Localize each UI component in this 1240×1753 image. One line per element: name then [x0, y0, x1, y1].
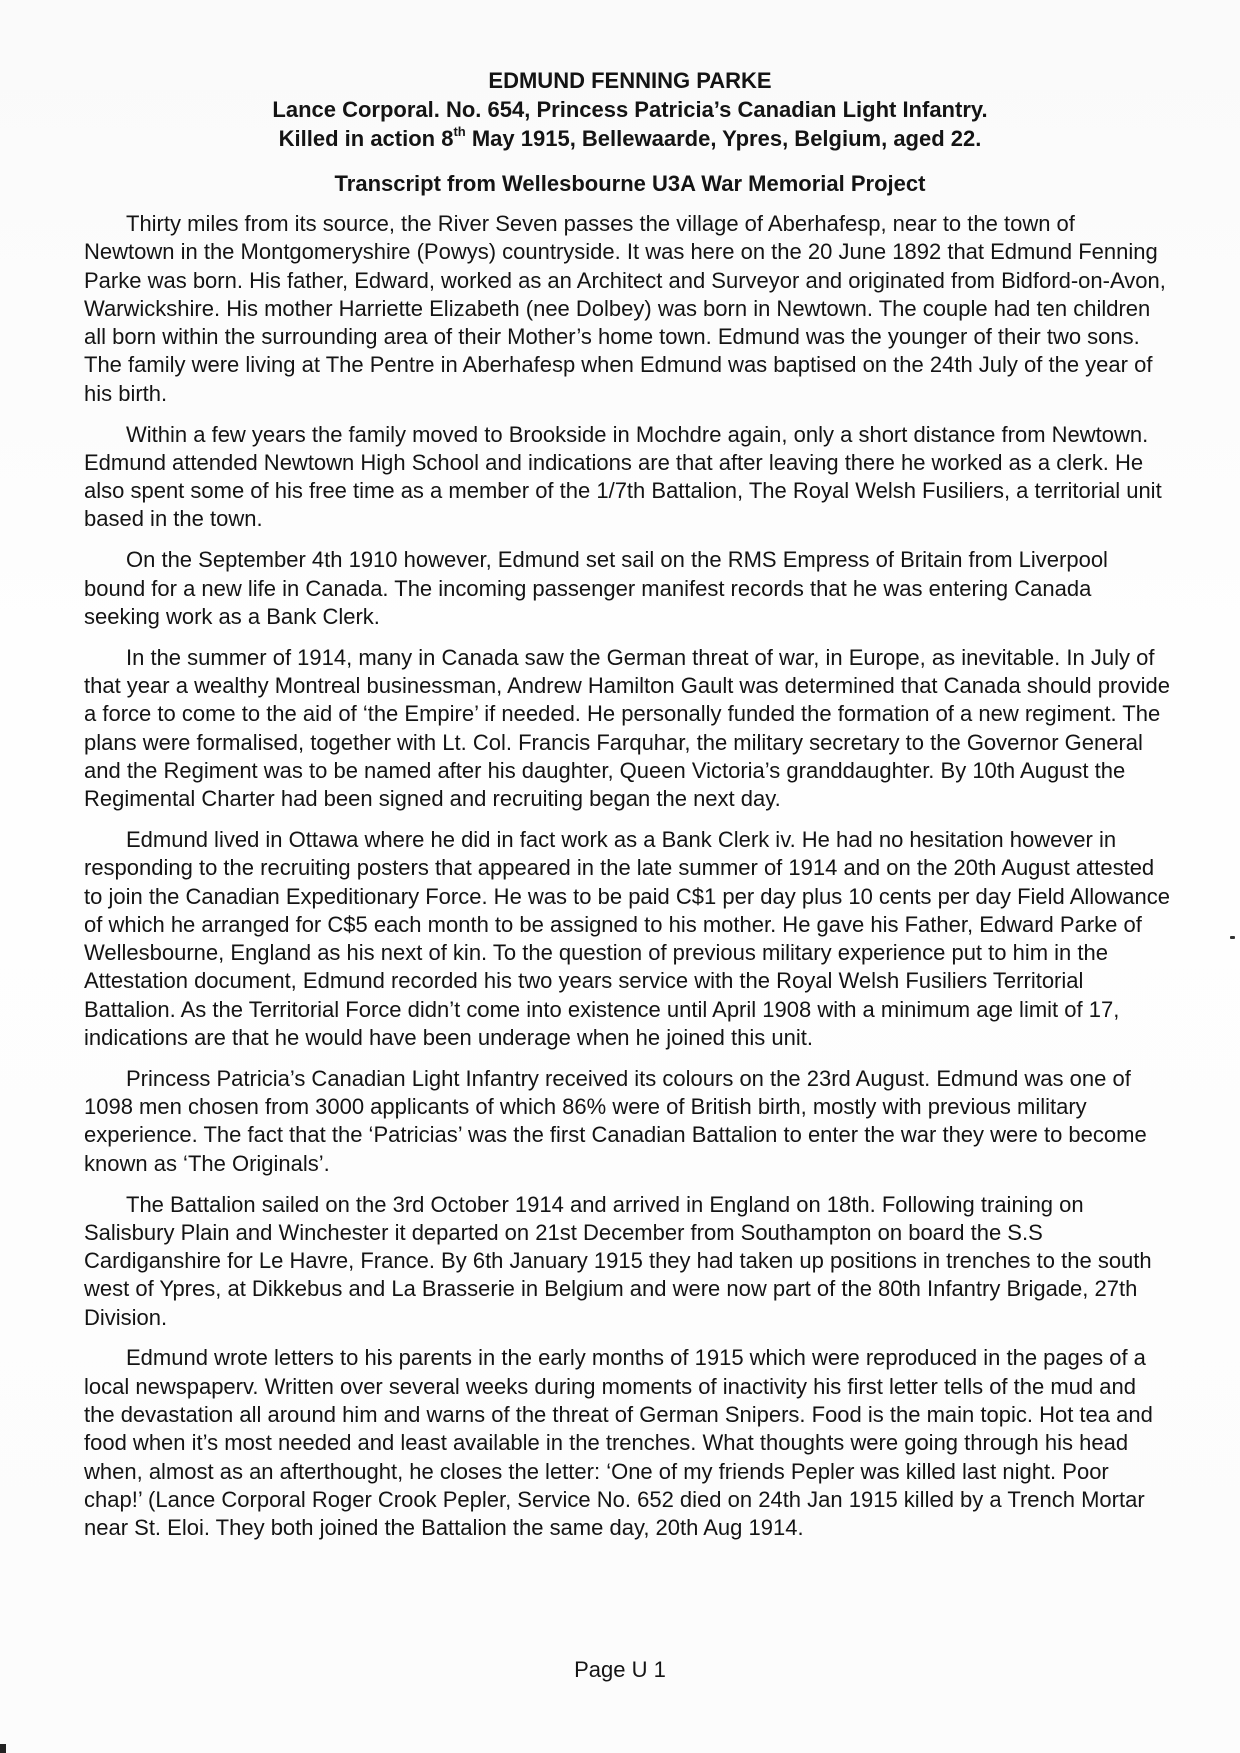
paragraph: In the summer of 1914, many in Canada saw the German threat of war, in Europe, as inevitable. In July of that year a wealthy Montreal businessman, Andrew Hamilton Gault was determined that Canada should provide a force to come to the aid of ‘the Empire’ if needed. He personally funded the formation of a new regiment. The plans were formalised, together with Lt. Col. Francis Farquhar, the military secretary to the Governor General and the Regiment was to be named after his daughter, Queen Victoria’s granddaughter. By 10th August the Regimental Charter had been signed and recruiting began the next day. — [84, 644, 1170, 812]
subject-name: EDMUND FENNING PARKE — [488, 68, 772, 93]
killed-suffix: May 1915, Bellewaarde, Ypres, Belgium, aged 22. — [465, 126, 982, 151]
document-header — [80, 66, 1180, 153]
transcript-subtitle: Transcript from Wellesbourne U3A War Memorial Project — [334, 171, 926, 196]
paragraph: Edmund wrote letters to his parents in the early months of 1915 which were reproduced in the pages of a local newspaperv. Written over several weeks during moments of inactivity his first letter tells of the mud and the devastation all around him and warns of the threat of German Snipers. Food is the main topic. Hot tea and food when it’s most needed and least available in the trenches. What thoughts were going through his head when, almost as an afterthought, he closes the letter: ‘One of my friends Pepler was killed last night. Poor chap!’ (Lance Corporal Roger Crook Pepler, Service No. 652 died on 24th Jan 1915 killed by a Trench Mortar near St. Eloi. They both joined the Battalion the same day, 20th Aug 1914. — [84, 1345, 1153, 1541]
scan-edge-mark — [0, 1744, 6, 1753]
paragraph: Edmund lived in Ottawa where he did in fact work as a Bank Clerk iv. He had no hesitation however in responding to the recruiting posters that appeared in the late summer of 1914 and on the 20th August attested to join the Canadian Expeditionary Force. He was to be paid C$1 per day plus 10 cents per day Field Allowance of which he arranged for C$5 each month to be assigned to his mother. He gave his Father, Edward Parke of Wellesbourne, England as his next of kin. To the question of previous military experience put to him in the Attestation document, Edmund recorded his two years service with the Royal Welsh Fusiliers Territorial Battalion. As the Territorial Force didn’t come into existence until April 1908 with a minimum age limit of 17, indications are that he would have been underage when he joined this unit. — [84, 826, 1170, 1051]
paragraph: The Battalion sailed on the 3rd October 1914 and arrived in England on 18th. Following training on Salisbury Plain and Winchester it departed on 21st December from Southampton on board the S.S Cardiganshire for Le Havre, France. By 6th January 1915 they had taken up positions in trenches to the south west of Ypres, at Dikkebus and La Brasserie in Belgium and were now part of the 80th Infantry Brigade, 27th Division. — [84, 1191, 1152, 1330]
rank-and-regiment: Lance Corporal. No. 654, Princess Patricia’s Canadian Light Infantry. — [272, 97, 988, 122]
page-number: Page U 1 — [574, 1657, 666, 1682]
paragraph: Thirty miles from its source, the River Seven passes the village of Aberhafesp, near to the town of Newtown in the Montgomeryshire (Powys) countryside. It was here on the 20 June 1892 that Edmund Fenning Parke was born. His father, Edward, worked as an Architect and Surveyor and originated from Bidford-on-Avon, Warwickshire. His mother Harriette Elizabeth (nee Dolbey) was born in Newtown. The couple had ten children all born within the surrounding area of their Mother’s home town. Edmund was the younger of their two sons. The family were living at The Pentre in Aberhafesp when Edmund was baptised on the 24th July of the year of his birth. — [84, 211, 1166, 406]
paragraph: Within a few years the family moved to Brookside in Mochdre again, only a short distance from Newtown. Edmund attended Newtown High School and indications are that after leaving there he worked as a clerk. He also spent some of his free time as a member of the 1/7th Battalion, The Royal Welsh Fusiliers, a territorial unit based in the town. — [84, 421, 1162, 532]
paragraph: Princess Patricia’s Canadian Light Infantry received its colours on the 23rd August. Edmund was one of 1098 men chosen from 3000 applicants of which 86% were of British birth, mostly with previous military experience. The fact that the ‘Patricias’ was the first Canadian Battalion to enter the war they were to become known as ‘The Originals’. — [84, 1065, 1147, 1176]
killed-prefix: Killed in action 8 — [278, 126, 454, 151]
ordinal-suffix: th — [453, 123, 466, 139]
paragraph: On the September 4th 1910 however, Edmund set sail on the RMS Empress of Britain from Liverpool bound for a new life in Canada. The incoming passenger manifest records that he was entering Canada seeking work as a Bank Clerk. — [84, 547, 1108, 629]
killed-in-action-line — [80, 124, 1180, 153]
document-body — [84, 210, 1170, 1555]
scan-speck — [1230, 936, 1235, 939]
